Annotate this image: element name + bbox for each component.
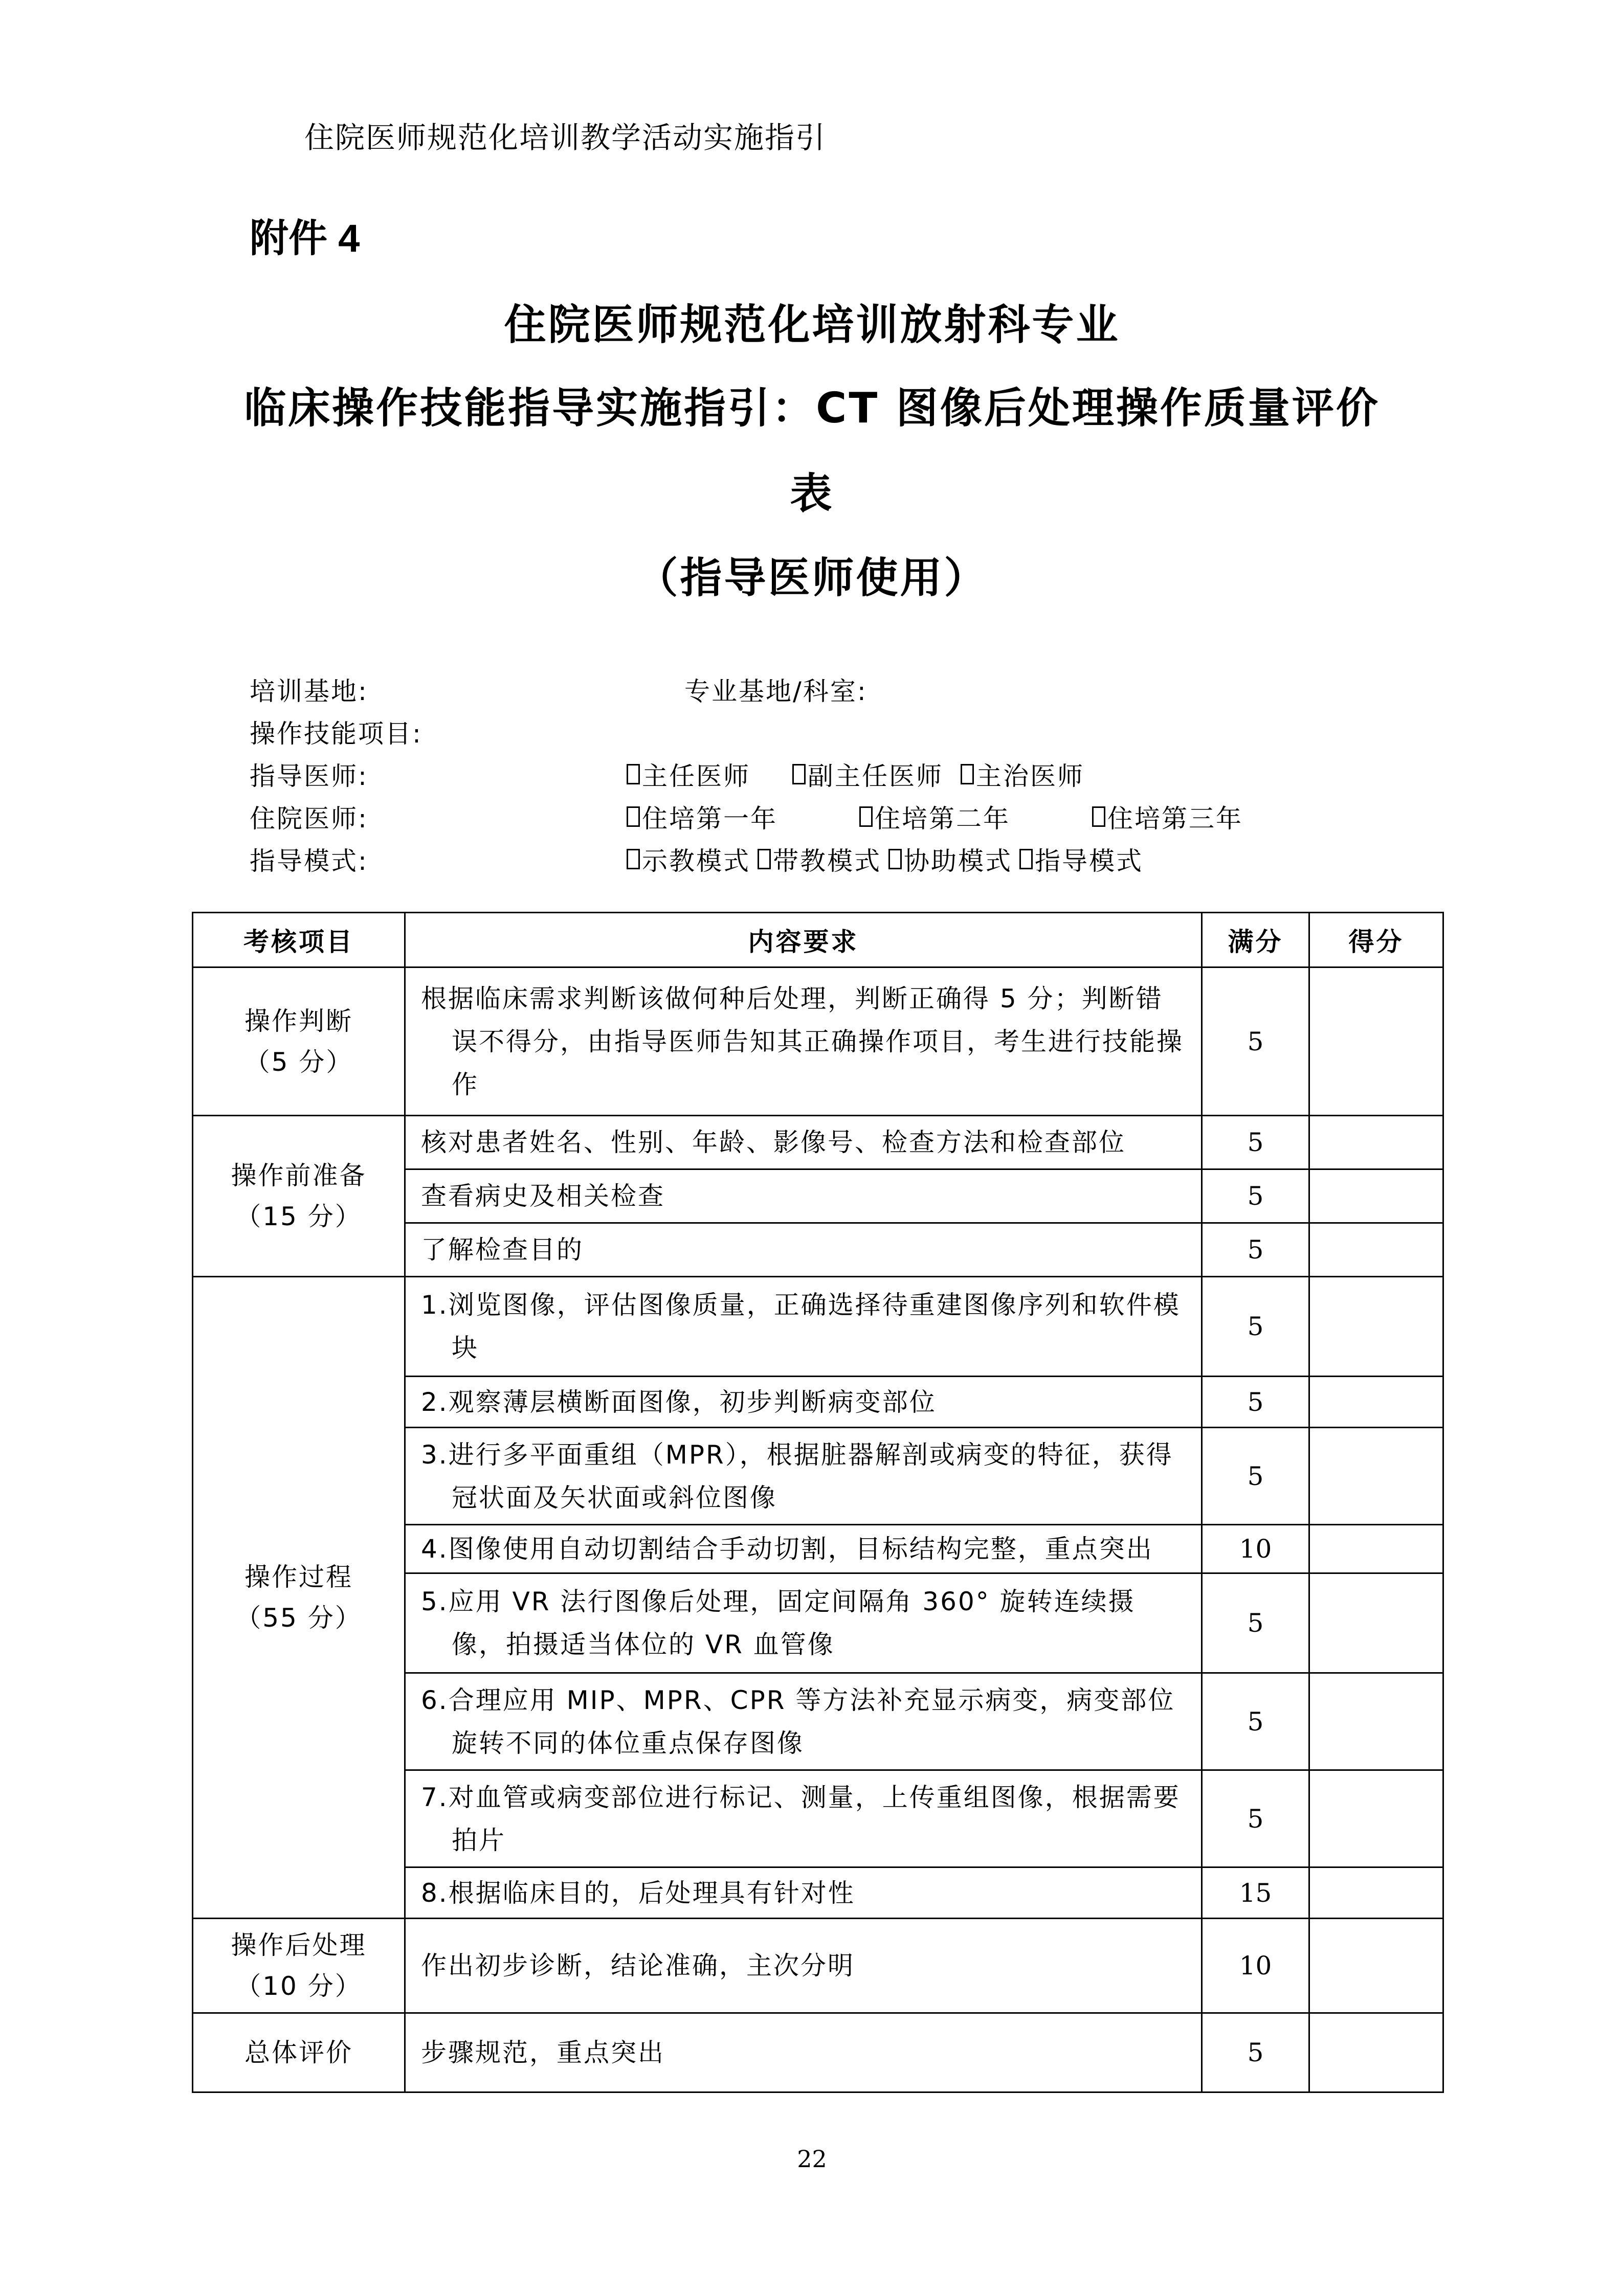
table-row <box>193 1919 1443 2013</box>
category-cell: 操作过程 （55 分） <box>193 1277 405 1919</box>
table-row <box>193 1277 1443 1377</box>
requirement-cell: 8.根据临床目的，后处理具有针对性 <box>405 1867 1202 1919</box>
resident-option[interactable]: 住培第一年 <box>627 798 777 835</box>
score-input-cell[interactable] <box>1309 1573 1443 1673</box>
requirement-cell: 2.观察薄层横断面图像，初步判断病变部位 <box>405 1377 1202 1428</box>
mode-option[interactable]: 带教模式 <box>758 841 881 877</box>
full-score-cell: 5 <box>1202 2013 1309 2092</box>
mode-option[interactable]: 示教模式 <box>627 841 750 877</box>
score-input-cell[interactable] <box>1309 1277 1443 1377</box>
requirement-cell: 5.应用 VR 法行图像后处理，固定间隔角 360° 旋转连续摄像，拍摄适当体位的 VR 血管像 <box>405 1573 1202 1673</box>
score-input-cell[interactable] <box>1309 1770 1443 1867</box>
requirement-cell: 3.进行多平面重组（MPR），根据脏器解剖或病变的特征，获得冠状面及矢状面或斜位图像 <box>405 1428 1202 1525</box>
checkbox-icon[interactable] <box>792 764 806 784</box>
category-cell: 操作后处理 （10 分） <box>193 1919 405 2013</box>
score-input-cell[interactable] <box>1309 2013 1443 2092</box>
mode-options <box>627 841 1143 877</box>
running-header: 住院医师规范化培训教学活动实施指引 <box>304 120 827 155</box>
mode-option[interactable]: 指导模式 <box>1019 841 1143 877</box>
specialty-base-label: 专业基地/科室: <box>684 677 867 706</box>
checkbox-icon[interactable] <box>1092 806 1105 827</box>
full-score-cell: 10 <box>1202 1919 1309 2013</box>
header-requirement: 内容要求 <box>405 913 1202 967</box>
resident-options <box>627 798 1243 835</box>
requirement-cell: 7.对血管或病变部位进行标记、测量，上传重组图像，根据需要拍片 <box>405 1770 1202 1867</box>
full-score-cell: 5 <box>1202 1223 1309 1277</box>
category-cell: 操作前准备 （15 分） <box>193 1116 405 1277</box>
category-cell: 总体评价 <box>193 2013 405 2092</box>
requirement-cell: 核对患者姓名、性别、年龄、影像号、检查方法和检查部位 <box>405 1116 1202 1169</box>
checkbox-icon[interactable] <box>627 764 640 784</box>
requirement-cell: 根据临床需求判断该做何种后处理，判断正确得 5 分；判断错误不得分，由指导医师告知其正确操作项目，考生进行技能操作 <box>405 967 1202 1116</box>
evaluation-table <box>192 912 1444 2093</box>
checkbox-icon[interactable] <box>888 849 902 869</box>
table-row <box>193 967 1443 1116</box>
requirement-cell: 查看病史及相关检查 <box>405 1169 1202 1223</box>
instructor-option[interactable]: 主治医师 <box>961 756 1084 793</box>
table-row <box>193 1116 1443 1169</box>
score-input-cell[interactable] <box>1309 1525 1443 1573</box>
full-score-cell: 5 <box>1202 1770 1309 1867</box>
resident-option[interactable]: 住培第三年 <box>1092 798 1243 835</box>
header-score: 得分 <box>1309 913 1443 967</box>
score-input-cell[interactable] <box>1309 967 1443 1116</box>
full-score-cell: 15 <box>1202 1867 1309 1919</box>
resident-label: 住院医师: <box>250 804 368 834</box>
full-score-cell: 5 <box>1202 1428 1309 1525</box>
requirement-cell: 步骤规范，重点突出 <box>405 2013 1202 2092</box>
instructor-option[interactable]: 副主任医师 <box>792 756 943 793</box>
checkbox-icon[interactable] <box>627 806 640 827</box>
requirement-cell: 了解检查目的 <box>405 1223 1202 1277</box>
header-item: 考核项目 <box>193 913 405 967</box>
title-line-3: 表 <box>790 469 834 518</box>
score-input-cell[interactable] <box>1309 1919 1443 2013</box>
score-input-cell[interactable] <box>1309 1428 1443 1525</box>
checkbox-icon[interactable] <box>627 849 640 869</box>
checkbox-icon[interactable] <box>1019 849 1033 869</box>
training-base-label: 培训基地: <box>250 677 368 706</box>
title-line-4: （指导医师使用） <box>636 554 988 602</box>
annex-label: 附件 4 <box>250 217 360 260</box>
mode-option[interactable]: 协助模式 <box>888 841 1012 877</box>
requirement-cell: 1.浏览图像，评估图像质量，正确选择待重建图像序列和软件模块 <box>405 1277 1202 1377</box>
checkbox-icon[interactable] <box>961 764 974 784</box>
full-score-cell: 5 <box>1202 1169 1309 1223</box>
score-input-cell[interactable] <box>1309 1116 1443 1169</box>
score-input-cell[interactable] <box>1309 1169 1443 1223</box>
score-input-cell[interactable] <box>1309 1867 1443 1919</box>
instructor-option[interactable]: 主任医师 <box>627 756 750 793</box>
full-score-cell: 5 <box>1202 1377 1309 1428</box>
requirement-cell: 6.合理应用 MIP、MPR、CPR 等方法补充显示病变，病变部位旋转不同的体位重点保存图像 <box>405 1673 1202 1770</box>
header-full-score: 满分 <box>1202 913 1309 967</box>
category-cell: 操作判断 （5 分） <box>193 967 405 1116</box>
resident-option[interactable]: 住培第二年 <box>859 798 1010 835</box>
score-input-cell[interactable] <box>1309 1673 1443 1770</box>
score-input-cell[interactable] <box>1309 1223 1443 1277</box>
instructor-label: 指导医师: <box>250 761 368 791</box>
title-line-2: 临床操作技能指导实施指引：CT 图像后处理操作质量评价 <box>244 384 1380 433</box>
full-score-cell: 5 <box>1202 1277 1309 1377</box>
full-score-cell: 5 <box>1202 1673 1309 1770</box>
full-score-cell: 10 <box>1202 1525 1309 1573</box>
mode-label: 指导模式: <box>250 846 368 876</box>
page-number: 22 <box>797 2145 827 2173</box>
table-header-row <box>193 913 1443 967</box>
checkbox-icon[interactable] <box>859 806 873 827</box>
requirement-cell: 作出初步诊断，结论准确，主次分明 <box>405 1919 1202 2013</box>
title-line-1: 住院医师规范化培训放射科专业 <box>504 301 1120 349</box>
full-score-cell: 5 <box>1202 1573 1309 1673</box>
checkbox-icon[interactable] <box>758 849 771 869</box>
skill-item-label: 操作技能项目: <box>250 719 422 749</box>
full-score-cell: 5 <box>1202 1116 1309 1169</box>
table-row <box>193 2013 1443 2092</box>
requirement-cell: 4.图像使用自动切割结合手动切割，目标结构完整，重点突出 <box>405 1525 1202 1573</box>
instructor-options <box>627 756 1084 793</box>
full-score-cell: 5 <box>1202 967 1309 1116</box>
score-input-cell[interactable] <box>1309 1377 1443 1428</box>
